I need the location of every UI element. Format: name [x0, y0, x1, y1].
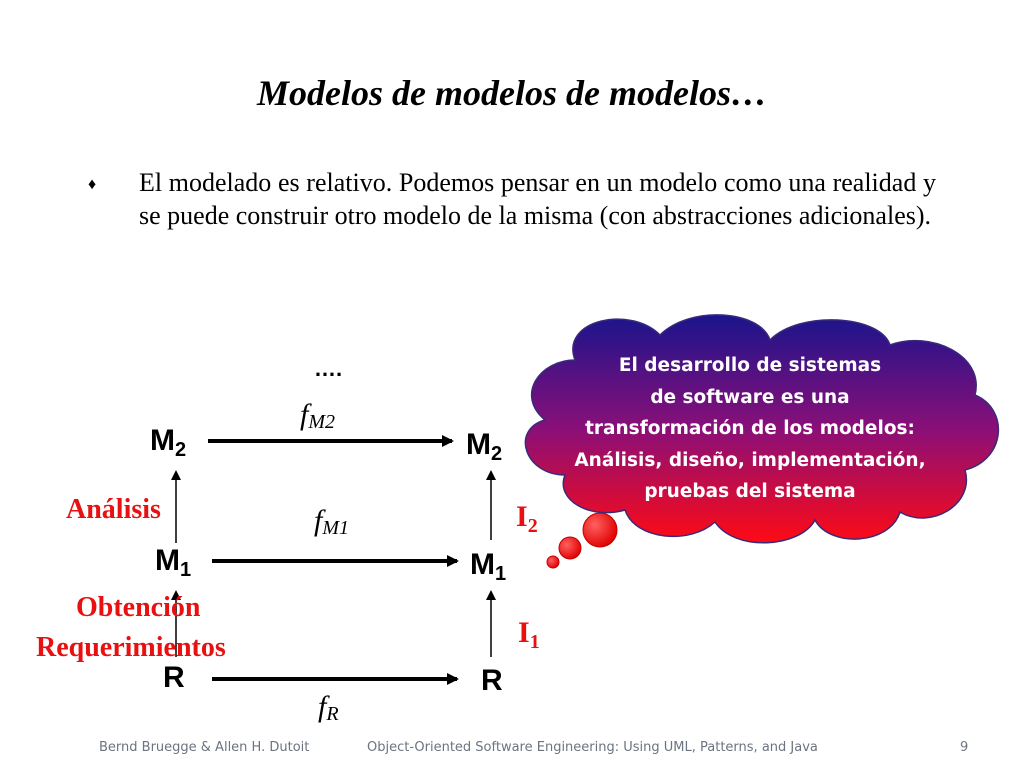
label-obtencion: Obtención	[76, 592, 201, 623]
cloud-line: Análisis, diseño, implementación,	[574, 449, 926, 471]
node-left-r: R	[163, 661, 185, 694]
node-left-m2: $M_2$	[150, 424, 187, 461]
label-analisis: Análisis	[66, 494, 161, 525]
cloud-text	[560, 350, 940, 508]
node-right-m2: $M_2$	[466, 428, 503, 465]
thought-bubble-small	[547, 556, 559, 568]
ellipsis-label: ….	[314, 356, 343, 381]
label-fr: $f_R$	[318, 690, 339, 725]
label-requerimientos: Requerimientos	[36, 632, 226, 663]
label-i2: $I_2$	[516, 500, 538, 537]
cloud-line: pruebas del sistema	[644, 481, 856, 502]
thought-bubble-medium	[559, 537, 581, 559]
bullet-diamond-icon: ♦	[88, 176, 97, 193]
footer-book-title: Object-Oriented Software Engineering: Using UML, Patterns, and Java	[367, 740, 818, 755]
footer-page-number: 9	[960, 740, 969, 755]
label-fm2: $f_{M2}$	[300, 398, 336, 433]
label-fm1: $f_{M1}$	[314, 504, 350, 539]
slide-title: Modelos de modelos de modelos…	[257, 73, 767, 113]
label-i1: $I_1$	[518, 616, 540, 653]
node-right-m1: $M_1$	[470, 548, 507, 585]
cloud-line: transformación de los modelos:	[585, 418, 915, 439]
node-left-m1: $M_1$	[155, 544, 192, 581]
thought-bubble-large	[583, 513, 617, 547]
bullet-text: El modelado es relativo. Podemos pensar en un modelo como una realidad y se puede construir otro modelo de la misma (con abstracciones adicionales).	[139, 168, 936, 230]
node-right-r: R	[481, 664, 503, 697]
footer-authors: Bernd Bruegge & Allen H. Dutoit	[99, 740, 310, 755]
cloud-line: El desarrollo de sistemas	[618, 355, 882, 376]
cloud-line: de software es una	[650, 386, 850, 408]
